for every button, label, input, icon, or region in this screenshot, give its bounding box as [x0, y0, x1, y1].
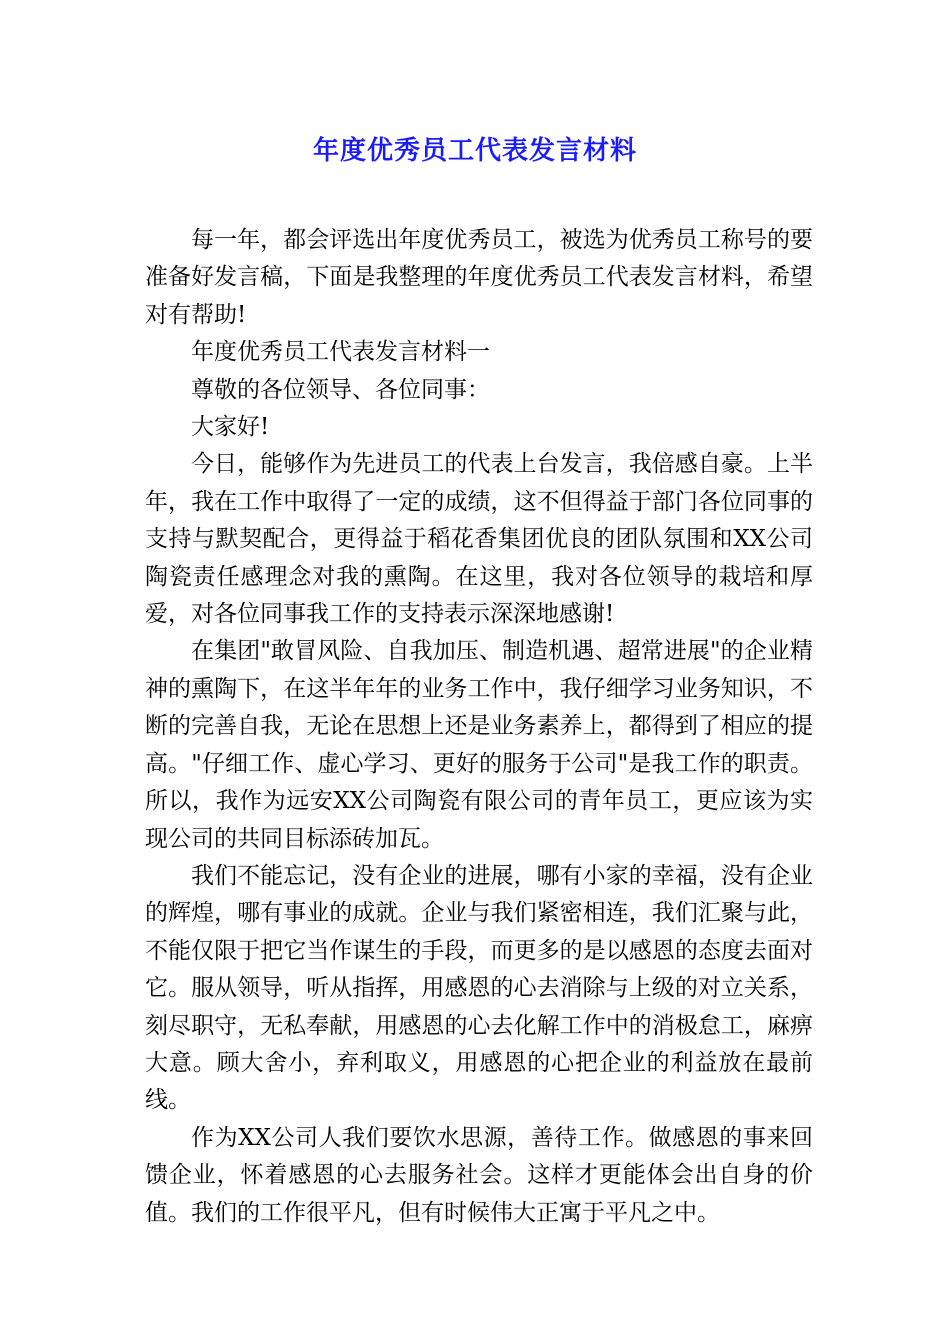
paragraph-greeting: 大家好!: [191, 414, 270, 441]
paragraph-salutation: 尊敬的各位领导、各位同事：: [191, 376, 490, 403]
document-body: [145, 222, 813, 1232]
document-title: 年度优秀员工代表发言材料: [312, 136, 637, 166]
paragraph-body-4: 作为XX公司人我们要饮水思源，善待工作。做感恩的事来回馈企业，怀着感恩的心去服务社会。这样才更能体会出自身的价值。我们的工作很平凡，但有时候伟大正寓于平凡之中。: [145, 1124, 813, 1226]
paragraph-section-heading: 年度优秀员工代表发言材料一: [191, 339, 490, 366]
paragraph-body-3: 我们不能忘记，没有企业的进展，哪有小家的幸福，没有企业的辉煌，哪有事业的成就。企业与我们紧密相连，我们汇聚与此，不能仅限于把它当作谋生的手段，而更多的是以感恩的态度去面对它。服从领导，听从指挥，用感恩的心去消除与上级的对立关系，刻尽职守，无私奉献，用感恩的心去化解工作中的消极怠工，麻痹大意。顾大舍小，弃利取义，用感恩的心把企业的利益放在最前线。: [145, 862, 813, 1114]
paragraph-intro: 每一年，都会评选出年度优秀员工，被选为优秀员工称号的要准备好发言稿，下面是我整理的年度优秀员工代表发言材料，希望对有帮助!: [145, 227, 813, 328]
paragraph-body-1: 今日，能够作为先进员工的代表上台发言，我倍感自豪。上半年，我在工作中取得了一定的成绩，这不但得益于部门各位同事的支持与默契配合，更得益于稻花香集团优良的团队氛围和XX公司陶瓷责任感理念对我的熏陶。在这里，我对各位领导的栽培和厚爱，对各位同事我工作的支持表示深深地感谢!: [145, 451, 813, 628]
paragraph-body-2: 在集团"敢冒风险、自我加压、制造机遇、超常进展"的企业精神的熏陶下，在这半年年的业务工作中，我仔细学习业务知识，不断的完善自我，无论在思想上还是业务素养上，都得到了相应的提高。"仔细工作、虚心学习、更好的服务于公司"是我工作的职责。所以，我作为远安XX公司陶瓷有限公司的青年员工，更应该为实现公司的共同目标添砖加瓦。: [145, 638, 813, 852]
